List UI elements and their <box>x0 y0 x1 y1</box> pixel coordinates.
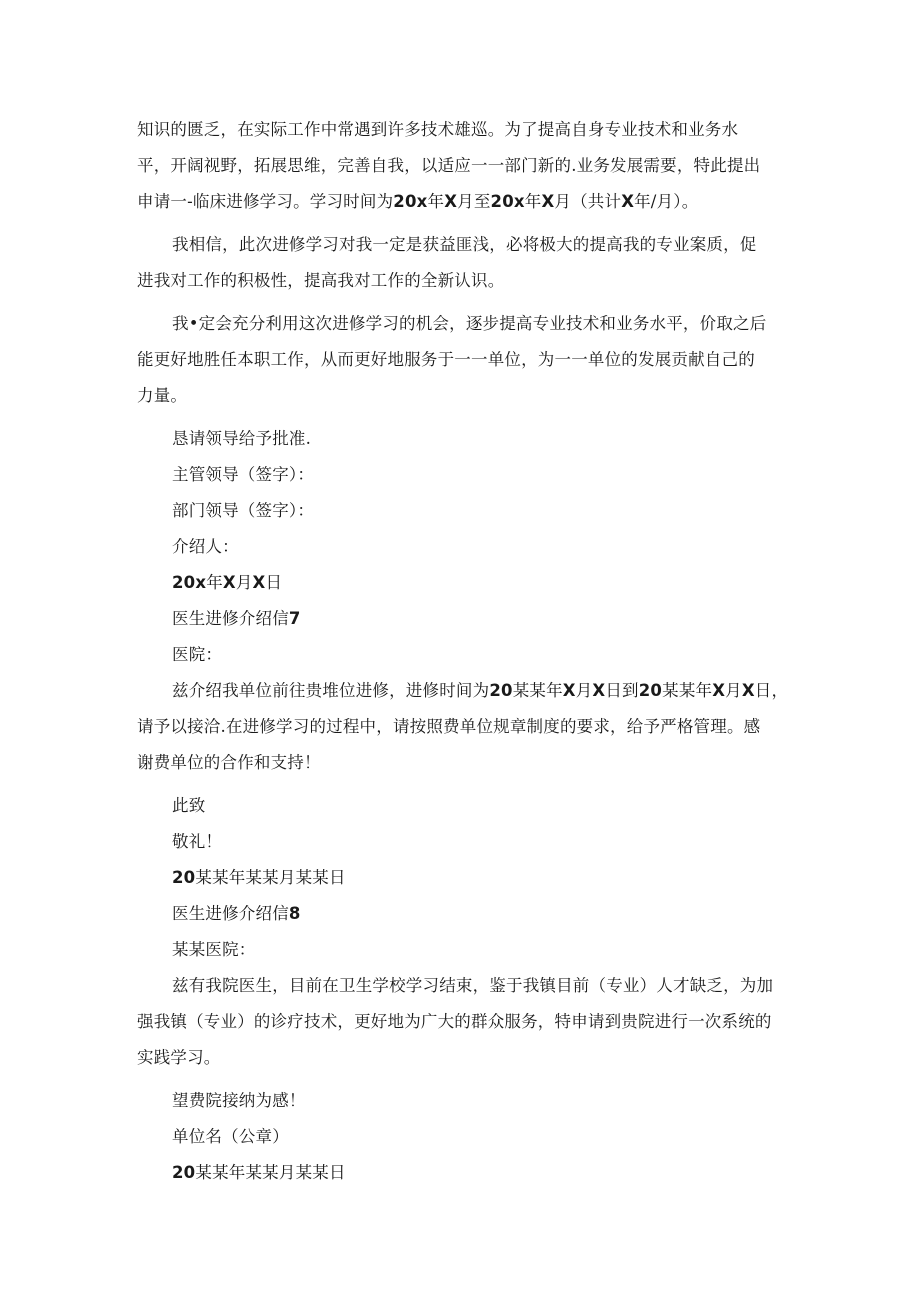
salutation-hospital: 医院： <box>172 645 223 664</box>
text-line: 谢费单位的合作和支持！ <box>137 753 321 772</box>
text-line: 我•定会充分利用这次进修学习的机会，逐步提高专业技术和业务水平，价取之后 <box>172 314 767 333</box>
date-line: 20x年X月X日 <box>172 573 283 592</box>
document-body <box>137 112 789 1191</box>
text-line: 兹介绍我单位前往贵堆位进修，进修时间为20某某年X月X日到20某某年X月X日， <box>172 681 789 700</box>
closing-regards: 此致 <box>172 796 206 815</box>
text-line: 能更好地胜任本职工作，从而更好地服务于一一单位，为一一单位的发展贡献自己的 <box>137 350 755 369</box>
text-line: 平，开阔视野，拓展思维，完善自我，以适应一一部门新的.业务发展需要，特此提出 <box>137 156 761 175</box>
text-line: 知识的匮乏，在实际工作中常遇到许多技术雄巡。为了提高自身专业技术和业务水 <box>137 120 739 139</box>
text-line: 兹有我院医生，目前在卫生学校学习结束，鉴于我镇目前（专业）人才缺乏，为加 <box>172 976 774 995</box>
closing-salute: 敬礼！ <box>172 832 223 851</box>
salutation-hospital-2: 某某医院： <box>172 940 256 959</box>
supervisor-signature-line: 主管领导（签字）： <box>172 465 315 484</box>
paragraph-commitment <box>137 306 782 414</box>
text-line: 请予以接洽.在进修学习的过程中，请按照费单位规章制度的要求，给予严格管理。感 <box>137 717 761 736</box>
date-line: 20某某年某某月某某日 <box>172 1163 346 1182</box>
text-line: 进我对工作的积极性，提高我对工作的全新认识。 <box>137 271 505 290</box>
paragraph-request-training <box>137 968 782 1076</box>
text-line: 力量。 <box>137 386 188 405</box>
unit-seal-line: 单位名（公章） <box>172 1127 289 1146</box>
request-approval: 恳请领导给予批准. <box>172 429 312 448</box>
paragraph-belief <box>137 227 782 299</box>
text-line: 申请一-临床进修学习。学习时间为20x年X月至20x年X月（共计X年/月）。 <box>137 192 699 211</box>
text-line: 强我镇（专业）的诊疗技术，更好地为广大的群众服务，特申请到贵院进行一次系统的 <box>137 1012 772 1031</box>
introducer-line: 介绍人： <box>172 537 239 556</box>
paragraph-application-reason <box>137 112 782 220</box>
department-signature-line: 部门领导（签字）： <box>172 501 315 520</box>
section-title-8: 医生进修介绍信8 <box>172 904 301 923</box>
paragraph-introduction <box>137 673 789 781</box>
text-line: 实践学习。 <box>137 1048 221 1067</box>
hope-line: 望费院接纳为感！ <box>172 1091 306 1110</box>
date-line: 20某某年某某月某某日 <box>172 868 346 887</box>
section-title-7: 医生进修介绍信7 <box>172 609 301 628</box>
text-line: 我相信，此次进修学习对我一定是获益匪浅，必将极大的提高我的专业案质，促 <box>172 235 757 254</box>
